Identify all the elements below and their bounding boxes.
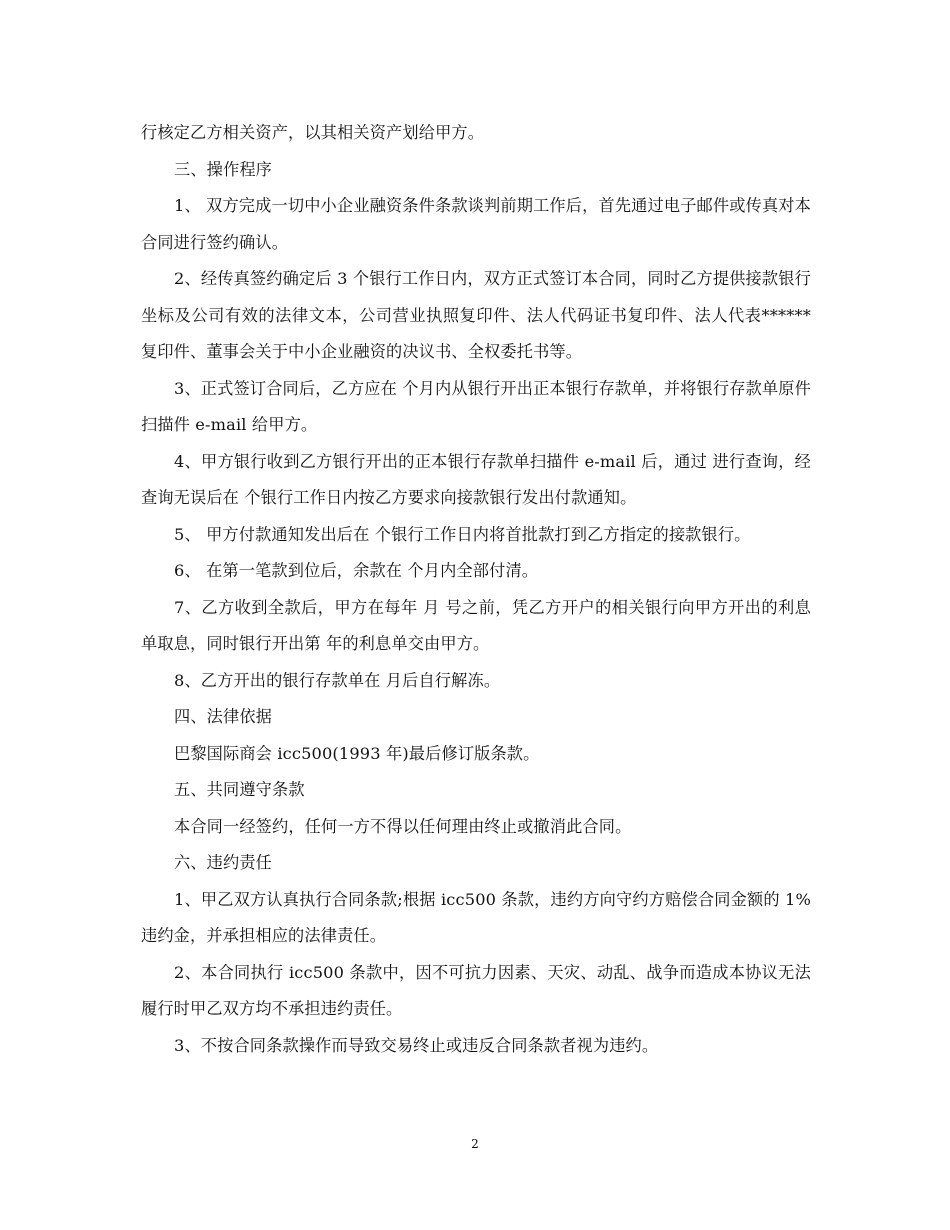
paragraph-procedure-5: 5、 甲方付款通知发出后在 个银行工作日内将首批款打到乙方指定的接款银行。 <box>174 524 751 544</box>
section-heading-legal-basis: 四、法律依据 <box>174 707 273 726</box>
section-heading-common-terms: 五、共同遵守条款 <box>174 780 305 799</box>
paragraph-common-terms: 本合同一经签约，任何一方不得以任何理由终止或撤消此合同。 <box>174 816 632 836</box>
paragraph-liability-3: 3、不按合同条款操作而导致交易终止或违反合同条款者视为违约。 <box>174 1035 659 1055</box>
paragraph-liability-1: 1、甲乙双方认真执行合同条款;根据 icc500 条款，违约方向守约方赔偿合同金额的 1%违约金，并承担相应的法律责任。 <box>141 889 811 945</box>
document-body <box>141 115 811 1064</box>
paragraph-procedure-4: 4、甲方银行收到乙方银行开出的正本银行存款单扫描件 e-mail 后，通过 进行查询，经查询无误后在 个银行工作日内按乙方要求向接款银行发出付款通知。 <box>141 451 811 507</box>
paragraph-procedure-1: 1、 双方完成一切中小企业融资条件条款谈判前期工作后，首先通过电子邮件或传真对本合同进行签约确认。 <box>141 196 811 252</box>
paragraph-procedure-2: 2、经传真签约确定后 3 个银行工作日内，双方正式签订本合同，同时乙方提供接款银行坐标及公司有效的法律文本，公司营业执照复印件、法人代码证书复印件、法人代表******复印件、董事会关于中小企业融资的决议书、全权委托书等。 <box>141 269 811 361</box>
paragraph-procedure-6: 6、 在第一笔款到位后，余款在 个月内全部付清。 <box>174 561 539 580</box>
paragraph-procedure-7: 7、乙方收到全款后，甲方在每年 月 号之前，凭乙方开户的相关银行向甲方开出的利息单取息，同时银行开出第 年的利息单交由甲方。 <box>141 597 811 653</box>
paragraph-procedure-3: 3、正式签订合同后，乙方应在 个月内从银行开出正本银行存款单，并将银行存款单原件扫描件 e-mail 给甲方。 <box>141 378 811 434</box>
paragraph-procedure-8: 8、乙方开出的银行存款单在 月后自行解冻。 <box>174 670 501 690</box>
page-number: 2 <box>471 1137 479 1151</box>
paragraph-legal-basis: 巴黎国际商会 icc500(1993 年)最后修订版条款。 <box>174 743 540 763</box>
paragraph-liability-2: 2、本合同执行 icc500 条款中，因不可抗力因素、天灾、动乱、战争而造成本协议无法履行时甲乙双方均不承担违约责任。 <box>141 962 811 1018</box>
section-heading-liability: 六、违约责任 <box>174 853 273 872</box>
paragraph-asset-transfer: 行核定乙方相关资产，以其相关资产划给甲方。 <box>141 123 485 142</box>
section-heading-operating-procedure: 三、操作程序 <box>174 159 273 179</box>
